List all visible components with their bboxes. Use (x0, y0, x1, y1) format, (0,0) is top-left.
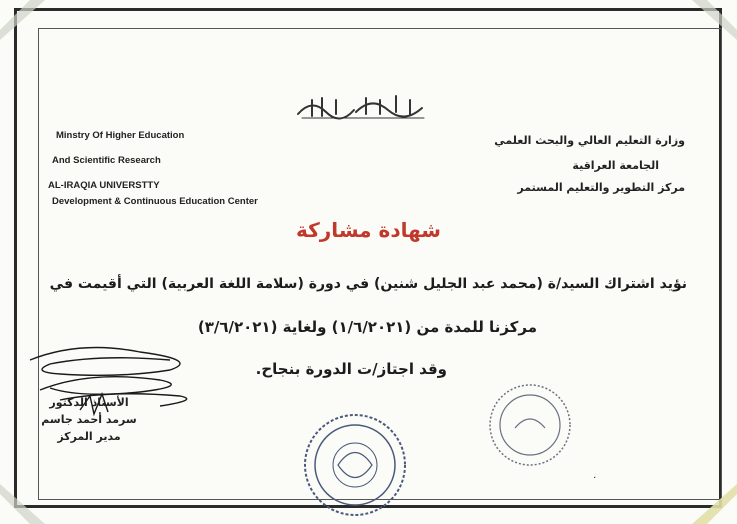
official-seal-stamp (300, 410, 410, 520)
signatory-role: مدير المركز (57, 430, 121, 443)
body-line-3: وقد اجتاز/ت الدورة بنجاح. (255, 360, 447, 378)
corner-ornament-bottom-left (0, 484, 60, 524)
body-line-1: نؤيد اشتراك السيد/ة (محمد عبد الجليل شنين) في دورة (سلامة اللغة العربية) التي أقيمت في (49, 276, 687, 292)
signatory-title: الأستاذ الدكتور (49, 396, 129, 409)
corner-ornament-bottom-right (677, 484, 737, 524)
center-name-en: Development & Continuous Education Center (52, 196, 258, 207)
body-line-2: مركزنا للمدة من (١/٦/٢٠٢١) ولغاية (٣/٦/٢٠٢١) (197, 318, 537, 336)
signatory-name: سرمد أحمد جاسم (41, 413, 137, 426)
ministry-subtitle-en: And Scientific Research (52, 155, 161, 166)
center-stamp (485, 380, 575, 470)
ministry-name-en: Minstry Of Higher Education (56, 130, 185, 141)
university-name-ar: الجامعة العراقية (572, 159, 659, 172)
bismillah-calligraphy-image (292, 90, 432, 122)
signatory-block (34, 396, 144, 443)
ministry-name-ar: وزارة التعليم العالي والبحث العلمي (494, 134, 685, 147)
certificate-title: شهادة مشاركة (296, 218, 441, 242)
corner-ornament-top-left (0, 0, 60, 40)
center-name-ar: مركز التطوير والتعليم المستمر (517, 181, 685, 194)
small-mark: ٠ (592, 472, 598, 483)
corner-ornament-top-right (677, 0, 737, 40)
university-name-en: AL-IRAQIA UNIVERSTTY (48, 180, 160, 191)
